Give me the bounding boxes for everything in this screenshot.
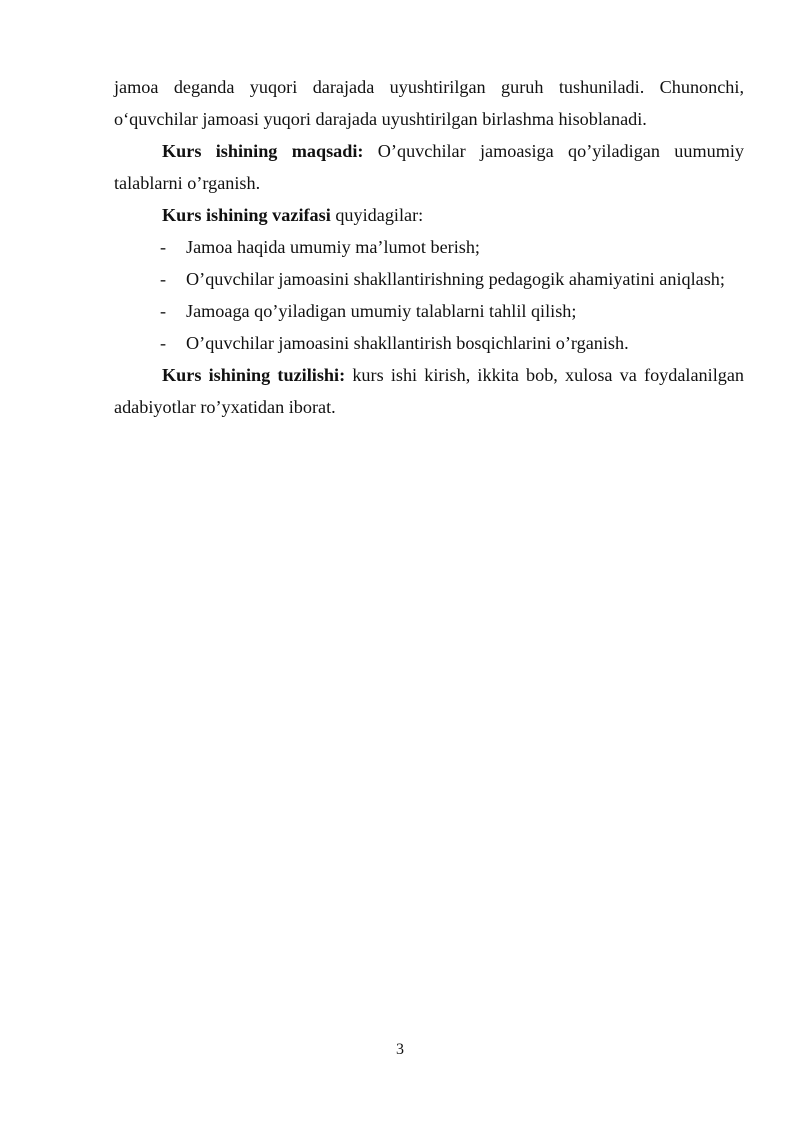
list-item [114,231,744,263]
goal-text: O’quvchilar jamoasiga qo’yiladigan uumumiy talablarni o’rganish. [114,141,744,193]
document-body [114,71,744,423]
list-item-text: Jamoa haqida umumiy ma’lumot berish; [186,237,480,257]
structure-paragraph [114,359,744,423]
list-dash: - [160,237,167,257]
list-item [114,263,744,295]
tasks-list [114,231,744,359]
tasks-paragraph [114,199,744,231]
page-number: 3 [396,1041,404,1058]
list-item-text: O’quvchilar jamoasini shakllantirishning pedagogik ahamiyatini aniqlash; [186,269,725,289]
list-item [114,327,744,359]
list-item [114,295,744,327]
list-item-text: Jamoaga qo’yiladigan umumiy talablarni tahlil qilish; [186,301,577,321]
intro-paragraph: jamoa deganda yuqori darajada uyushtirilgan guruh tushuniladi. Chunonchi, o‘quvchilar jamoasi yuqori darajada uyushtirilgan birlashma hisoblanadi. [114,77,744,129]
structure-label: Kurs ishining tuzilishi: [162,365,346,385]
goal-paragraph [114,135,744,199]
goal-label: Kurs ishining maqsadi: [162,141,364,161]
list-dash: - [160,269,167,289]
structure-text: kurs ishi kirish, ikkita bob, xulosa va foydalanilgan adabiyotlar ro’yxatidan iborat. [114,365,745,417]
tasks-text: quyidagilar: [330,205,424,225]
list-item-text: O’quvchilar jamoasini shakllantirish bosqichlarini o’rganish. [186,333,629,353]
list-dash: - [160,333,167,353]
list-dash: - [160,301,167,321]
tasks-label: Kurs ishining vazifasi [162,205,331,225]
